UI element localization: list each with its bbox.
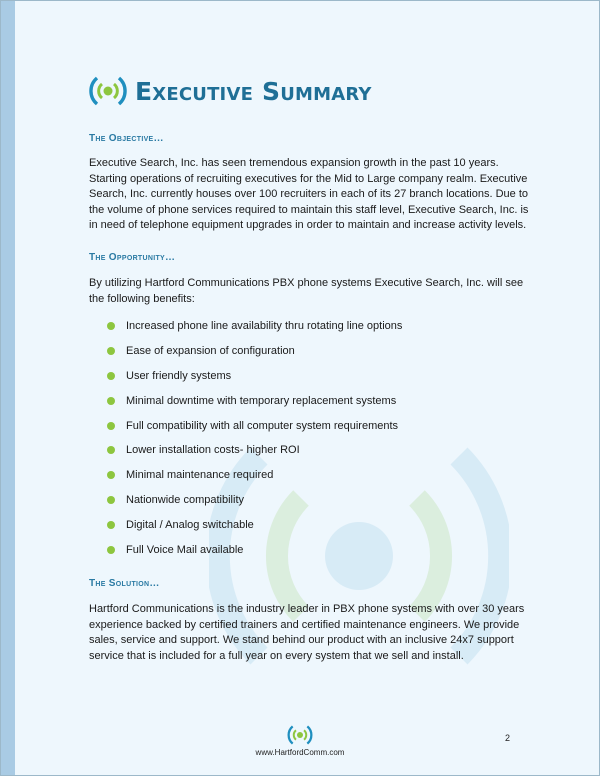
benefits-list [107, 314, 527, 562]
benefit-text: Full compatibility with all computer system requirements [126, 419, 399, 432]
list-item [107, 463, 527, 488]
bullet-dot-icon [107, 521, 115, 529]
bullet-dot-icon [107, 372, 115, 380]
list-item [107, 339, 527, 364]
list-item [107, 314, 527, 339]
list-item [107, 512, 527, 537]
bullet-dot-icon [107, 322, 115, 330]
list-item [107, 413, 527, 438]
benefit-text: Digital / Analog switchable [126, 518, 254, 531]
benefit-text: Increased phone line availability thru rotating line options [126, 320, 403, 333]
page-number: 2 [505, 733, 511, 743]
footer-signal-icon [287, 723, 313, 747]
bullet-dot-icon [107, 471, 115, 479]
objective-paragraph: Executive Search, Inc. has seen tremendous expansion growth in the past 10 years. Starting operations of recruiting executives for the Mid to Large company realm. Executive Search, Inc. currently houses over 100 recruiters in each of its 27 branch locations. Due to the volume of phone services required to maintain this staff level, Executive Search, Inc. is in need of telephone equipment upgrades in order to maintain and increase activity levels. [89, 157, 529, 231]
opportunity-paragraph: By utilizing Hartford Communications PBX phone systems Executive Search, Inc. will see the following benefits: [89, 277, 524, 305]
benefit-text: User friendly systems [126, 369, 232, 382]
list-item [107, 537, 527, 562]
benefit-text: Minimal maintenance required [126, 469, 274, 482]
benefit-text: Ease of expansion of configuration [126, 345, 295, 358]
list-item [107, 488, 527, 513]
footer-url[interactable]: www.HartfordComm.com [255, 748, 345, 757]
bullet-dot-icon [107, 397, 115, 405]
benefit-text: Lower installation costs- higher ROI [126, 444, 300, 457]
list-item [107, 388, 527, 413]
title-row [89, 71, 372, 111]
benefit-text: Nationwide compatibility [126, 493, 244, 506]
opportunity-heading: The Opportunity… [89, 252, 176, 263]
benefit-text: Full Voice Mail available [126, 543, 244, 556]
solution-heading: The Solution… [89, 578, 160, 589]
bullet-dot-icon [107, 347, 115, 355]
list-item [107, 438, 527, 463]
objective-heading: The Objective… [89, 133, 164, 144]
solution-paragraph: Hartford Communications is the industry leader in PBX phone systems with over 30 years experience backed by certified trainers and certified maintenance engineers. We provide sales, service and support. We stand behind our product with an inclusive 24x7 support service that is included for a full year on every system that we sell and install. [89, 603, 525, 662]
signal-broadcast-icon [89, 73, 127, 109]
list-item [107, 364, 527, 389]
page-title: Executive Summary [135, 76, 372, 106]
bullet-dot-icon [107, 422, 115, 430]
left-margin-band [1, 1, 15, 775]
bullet-dot-icon [107, 496, 115, 504]
bullet-dot-icon [107, 546, 115, 554]
bullet-dot-icon [107, 446, 115, 454]
benefit-text: Minimal downtime with temporary replacement systems [126, 394, 397, 407]
